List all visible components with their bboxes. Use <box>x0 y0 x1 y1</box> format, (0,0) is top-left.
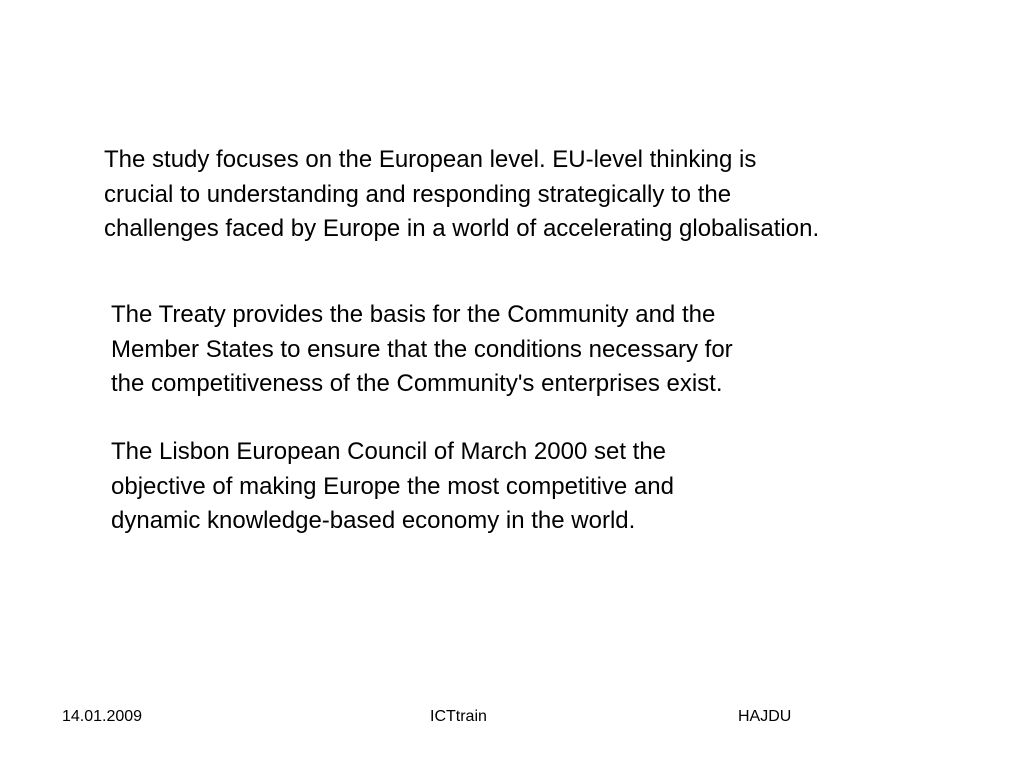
paragraph-line: objective of making Europe the most competitive and <box>111 472 674 500</box>
paragraph-line: The Treaty provides the basis for the Community and the <box>111 301 716 328</box>
paragraph-line: The study focuses on the European level. EU-level thinking is <box>104 146 757 173</box>
paragraph-line: crucial to understanding and responding strategically to the <box>104 180 732 208</box>
paragraph-line: The Lisbon European Council of March 2000 set the <box>111 438 667 465</box>
paragraph-line: the competitiveness of the Community's enterprises exist. <box>111 370 723 397</box>
paragraph-study-focus <box>104 143 819 247</box>
footer-title: ICTtrain <box>430 708 487 725</box>
paragraph-line: Member States to ensure that the conditions necessary for <box>111 335 733 363</box>
paragraph-treaty <box>111 298 733 402</box>
paragraph-line: dynamic knowledge-based economy in the world. <box>111 507 636 534</box>
paragraph-line: challenges faced by Europe in a world of accelerating globalisation. <box>104 215 820 242</box>
footer-date: 14.01.2009 <box>62 708 143 725</box>
footer-author: HAJDU <box>738 708 792 725</box>
paragraph-lisbon-council <box>111 435 674 539</box>
